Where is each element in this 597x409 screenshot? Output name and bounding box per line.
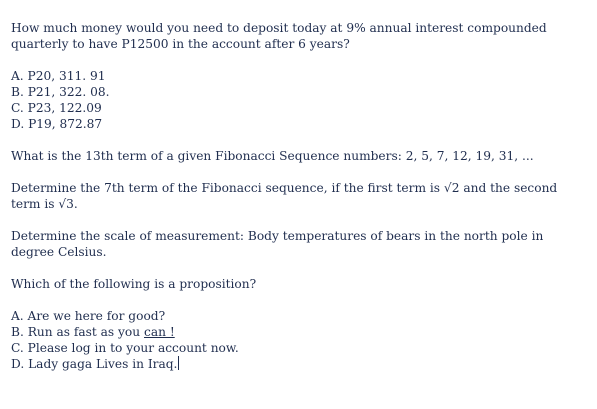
question-5-option-a: A. Are we here for good? <box>11 309 166 323</box>
question-1-option-d: D. P19, 872.87 <box>11 117 103 131</box>
document-body <box>11 20 586 388</box>
question-4-text: Determine the scale of measurement: Body temperatures of bears in the north pole in degree Celsius. <box>11 229 548 259</box>
question-2-text: What is the 13th term of a given Fibonacci Sequence numbers: 2, 5, 7, 12, 19, 31, ... <box>11 149 534 163</box>
question-1-options <box>11 68 586 132</box>
question-5-option-c: C. Please log in to your account now. <box>11 341 239 355</box>
question-1-option-b: B. P21, 322. 08. <box>11 85 110 99</box>
question-5-option-b <box>11 324 586 340</box>
question-5-options <box>11 308 586 372</box>
question-5-option-b-underlined: can ! <box>144 325 175 339</box>
question-3-text: Determine the 7th term of the Fibonacci sequence, if the first term is √2 and the second term is √3. <box>11 181 562 211</box>
question-5-text: Which of the following is a proposition? <box>11 277 257 291</box>
question-5-option-d[interactable] <box>11 356 586 372</box>
question-1-option-c: C. P23, 122.09 <box>11 101 102 115</box>
question-1-option-a: A. P20, 311. 91 <box>11 69 106 83</box>
question-5-option-b-prefix: B. Run as fast as you <box>11 325 144 339</box>
text-cursor <box>178 356 179 370</box>
question-1-text: How much money would you need to deposit today at 9% annual interest compounded quarterly to have P12500 in the account after 6 years? <box>11 21 551 51</box>
question-5-option-d-text: D. Lady gaga Lives in Iraq. <box>11 357 178 371</box>
